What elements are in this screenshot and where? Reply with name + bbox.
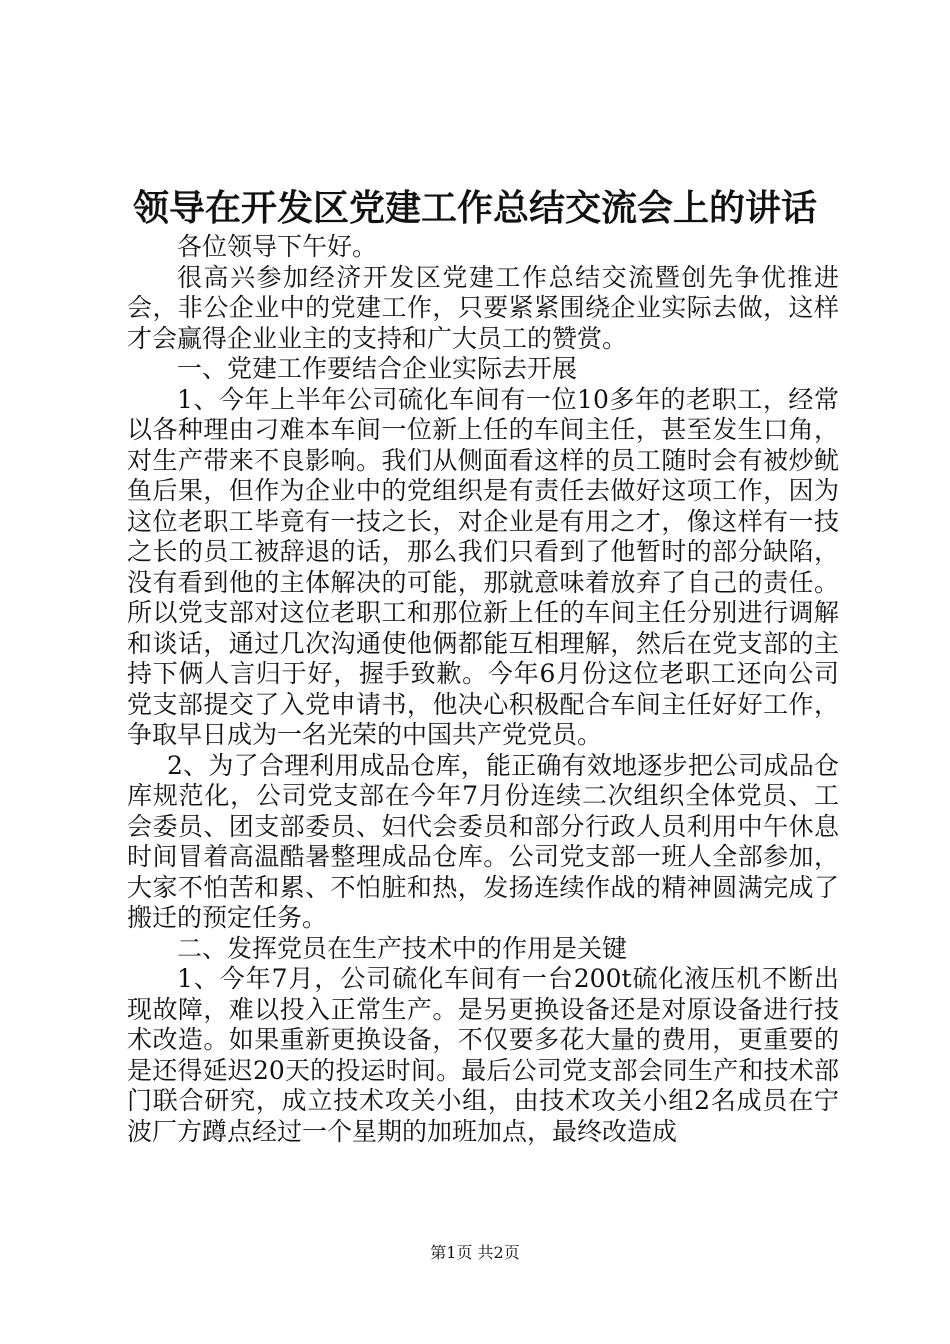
- document-title: 领导在开发区党建工作总结交流会上的讲话: [132, 187, 817, 229]
- paragraph-item-1-1: 1、今年上半年公司硫化车间有一位10多年的老职工，经常以各种理由刁难本车间一位新上任的车间主任，甚至发生口角，对生产带来不良影响。我们从侧面看这样的员工随时会有被炒鱿鱼后果，但作为企业中的党组织是有责任去做好这项工作，因为这位老职工毕竟有一技之长，对企业是有用之才，像这样有一技之长的员工被辞退的话，那么我们只看到了他暂时的部分缺陷，没有看到他的主体解决的可能，那就意味着放弃了自己的责任。所以党支部对这位老职工和那位新上任的车间主任分别进行调解和谈话，通过几次沟通使他俩都能互相理解，然后在党支部的主持下俩人言归于好，握手致歉。今年6月份这位老职工还向公司党支部提交了入党申请书，他决心积极配合车间主任好好工作，争取早日成为一名光荣的中国共产党党员。: [127, 384, 839, 749]
- section-heading-2: 二、发挥党员在生产技术中的作用是关键: [177, 933, 628, 963]
- page-footer: 第1页 共2页: [430, 1243, 520, 1262]
- document-body: [127, 232, 839, 1147]
- section-heading-1: 一、党建工作要结合企业实际去开展: [177, 354, 578, 383]
- paragraph-intro: 很高兴参加经济开发区党建工作总结交流暨创先争优推进会，非公企业中的党建工作，只要紧紧围绕企业实际去做，这样才会赢得企业业主的支持和广大员工的赞赏。: [127, 262, 839, 353]
- paragraph-greeting: 各位领导下午好。: [177, 232, 378, 261]
- paragraph-item-1-2: 2、为了合理利用成品仓库，能正确有效地逐步把公司成品仓库规范化，公司党支部在今年7月份连续二次组织全体党员、工会委员、团支部委员、妇代会委员和部分行政人员利用中午休息时间冒着高温酷暑整理成品仓库。公司党支部一班人全部参加，大家不怕苦和累、不怕脏和热，发扬连续作战的精神圆满完成了搬迁的预定任务。: [127, 750, 839, 932]
- paragraph-item-2-1: 1、今年7月，公司硫化车间有一台200t硫化液压机不断出现故障，难以投入正常生产。是另更换设备还是对原设备进行技术改造。如果重新更换设备，不仅要多花大量的费用，更重要的是还得延迟20天的投运时间。最后公司党支部会同生产和技术部门联合研究，成立技术攻关小组，由技术攻关小组2名成员在宁波厂方蹲点经过一个星期的加班加点，最终改造成: [127, 964, 839, 1146]
